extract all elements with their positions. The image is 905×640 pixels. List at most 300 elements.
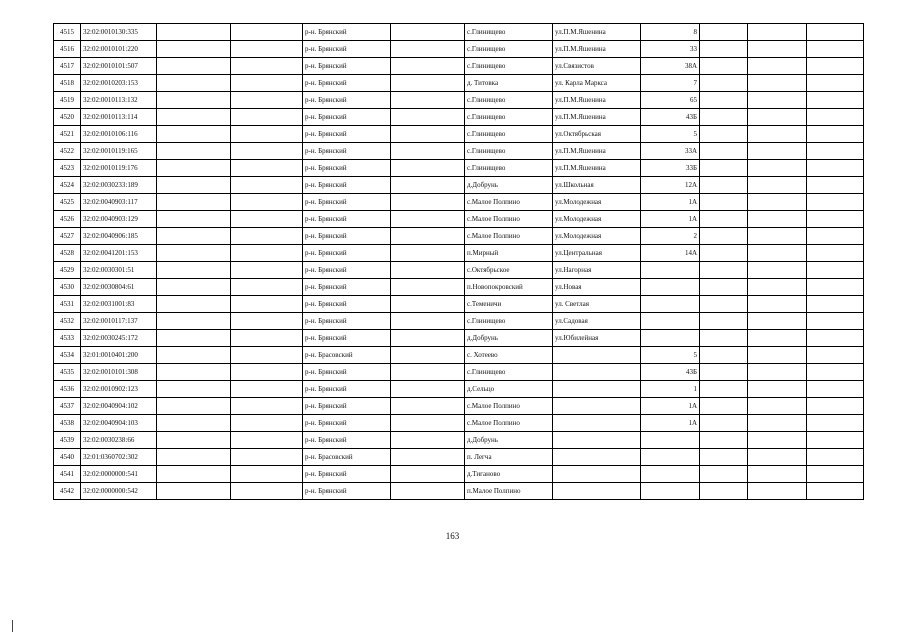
- empty-cell: [157, 296, 231, 313]
- cadastral-number: 32:02:0010117:137: [81, 313, 157, 330]
- empty-cell: [748, 228, 807, 245]
- empty-cell: [700, 75, 748, 92]
- empty-cell: [700, 41, 748, 58]
- street: [553, 398, 641, 415]
- empty-cell: [157, 449, 231, 466]
- row-number: 4534: [54, 347, 81, 364]
- empty-cell: [157, 381, 231, 398]
- street: ул.Октябрьская: [553, 126, 641, 143]
- empty-cell: [807, 364, 864, 381]
- row-number: 4525: [54, 194, 81, 211]
- house-number: 43Б: [641, 109, 700, 126]
- empty-cell: [700, 398, 748, 415]
- empty-cell: [157, 330, 231, 347]
- empty-cell: [157, 313, 231, 330]
- empty-cell: [700, 24, 748, 41]
- empty-cell: [231, 466, 303, 483]
- empty-cell: [231, 211, 303, 228]
- row-number: 4526: [54, 211, 81, 228]
- empty-cell: [700, 262, 748, 279]
- cadastral-number: 32:02:0031001:83: [81, 296, 157, 313]
- house-number: [641, 313, 700, 330]
- empty-cell: [231, 109, 303, 126]
- empty-cell: [700, 279, 748, 296]
- empty-cell: [157, 415, 231, 432]
- house-number: 38А: [641, 58, 700, 75]
- empty-cell: [157, 109, 231, 126]
- empty-cell: [231, 24, 303, 41]
- cadastral-number: 32:02:0030238:66: [81, 432, 157, 449]
- table-row: [54, 92, 864, 109]
- table-row: [54, 58, 864, 75]
- empty-cell: [391, 75, 465, 92]
- empty-cell: [807, 279, 864, 296]
- table-row: [54, 24, 864, 41]
- settlement: с. Хотеево: [465, 347, 553, 364]
- table-row: [54, 364, 864, 381]
- empty-cell: [748, 126, 807, 143]
- empty-cell: [807, 483, 864, 500]
- cadastral-number: 32:01:0010401:200: [81, 347, 157, 364]
- district: р-н. Брянский: [303, 364, 391, 381]
- table-row: [54, 415, 864, 432]
- empty-cell: [807, 381, 864, 398]
- empty-cell: [807, 313, 864, 330]
- empty-cell: [700, 245, 748, 262]
- cadastral-number: 32:02:0040903:129: [81, 211, 157, 228]
- cadastral-number: 32:01:0360702:302: [81, 449, 157, 466]
- district: р-н. Брянский: [303, 313, 391, 330]
- street: ул.П.М.Яшенина: [553, 109, 641, 126]
- empty-cell: [391, 415, 465, 432]
- row-number: 4522: [54, 143, 81, 160]
- house-number: 1А: [641, 415, 700, 432]
- settlement: д. Титовка: [465, 75, 553, 92]
- empty-cell: [231, 364, 303, 381]
- empty-cell: [391, 330, 465, 347]
- cadastral-number: 32:02:0030301:51: [81, 262, 157, 279]
- row-number: 4530: [54, 279, 81, 296]
- house-number: 43Б: [641, 364, 700, 381]
- district: р-н. Брасовский: [303, 347, 391, 364]
- empty-cell: [748, 296, 807, 313]
- street: ул.П.М.Яшенина: [553, 143, 641, 160]
- table-row: [54, 330, 864, 347]
- row-number: 4539: [54, 432, 81, 449]
- settlement: д.Добрунь: [465, 330, 553, 347]
- empty-cell: [391, 432, 465, 449]
- cadastral-number: 32:02:0010130:335: [81, 24, 157, 41]
- empty-cell: [391, 245, 465, 262]
- empty-cell: [391, 126, 465, 143]
- settlement: п.Новопокровский: [465, 279, 553, 296]
- empty-cell: [748, 262, 807, 279]
- street: ул.Молодежная: [553, 211, 641, 228]
- house-number: [641, 466, 700, 483]
- empty-cell: [157, 41, 231, 58]
- house-number: [641, 432, 700, 449]
- empty-cell: [391, 58, 465, 75]
- empty-cell: [807, 415, 864, 432]
- empty-cell: [700, 466, 748, 483]
- empty-cell: [231, 143, 303, 160]
- empty-cell: [157, 92, 231, 109]
- empty-cell: [700, 58, 748, 75]
- empty-cell: [391, 381, 465, 398]
- settlement: д.Добрунь: [465, 177, 553, 194]
- street: [553, 347, 641, 364]
- empty-cell: [391, 449, 465, 466]
- table-row: [54, 466, 864, 483]
- empty-cell: [391, 160, 465, 177]
- empty-cell: [391, 177, 465, 194]
- empty-cell: [391, 279, 465, 296]
- cadastral-number: 32:02:0041201:153: [81, 245, 157, 262]
- empty-cell: [748, 245, 807, 262]
- registry-body: [54, 24, 864, 500]
- row-number: 4523: [54, 160, 81, 177]
- empty-cell: [157, 143, 231, 160]
- settlement: с.Глинищево: [465, 126, 553, 143]
- district: р-н. Брянский: [303, 279, 391, 296]
- table-row: [54, 194, 864, 211]
- empty-cell: [391, 347, 465, 364]
- row-number: 4533: [54, 330, 81, 347]
- row-number: 4531: [54, 296, 81, 313]
- empty-cell: [748, 279, 807, 296]
- empty-cell: [700, 228, 748, 245]
- district: р-н. Брянский: [303, 24, 391, 41]
- house-number: 8: [641, 24, 700, 41]
- empty-cell: [748, 483, 807, 500]
- empty-cell: [807, 296, 864, 313]
- street: ул.Нагорная: [553, 262, 641, 279]
- empty-cell: [807, 75, 864, 92]
- empty-cell: [157, 177, 231, 194]
- house-number: [641, 296, 700, 313]
- district: р-н. Брянский: [303, 415, 391, 432]
- empty-cell: [700, 330, 748, 347]
- settlement: с.Малое Полпино: [465, 228, 553, 245]
- empty-cell: [391, 313, 465, 330]
- house-number: 1: [641, 381, 700, 398]
- settlement: с.Глинищево: [465, 58, 553, 75]
- empty-cell: [391, 483, 465, 500]
- row-number: 4532: [54, 313, 81, 330]
- district: р-н. Брянский: [303, 177, 391, 194]
- cadastral-number: 32:02:0030233:189: [81, 177, 157, 194]
- table-row: [54, 279, 864, 296]
- empty-cell: [391, 398, 465, 415]
- registry-table: [53, 23, 864, 500]
- empty-cell: [748, 160, 807, 177]
- empty-cell: [157, 347, 231, 364]
- empty-cell: [231, 381, 303, 398]
- table-row: [54, 228, 864, 245]
- empty-cell: [231, 432, 303, 449]
- empty-cell: [231, 330, 303, 347]
- table-row: [54, 211, 864, 228]
- empty-cell: [748, 466, 807, 483]
- street: ул.Молодежная: [553, 194, 641, 211]
- table-row: [54, 449, 864, 466]
- house-number: [641, 262, 700, 279]
- table-row: [54, 41, 864, 58]
- settlement: с.Глинищево: [465, 364, 553, 381]
- house-number: [641, 279, 700, 296]
- empty-cell: [807, 245, 864, 262]
- street: ул.Новая: [553, 279, 641, 296]
- table-row: [54, 432, 864, 449]
- empty-cell: [700, 381, 748, 398]
- district: р-н. Брянский: [303, 245, 391, 262]
- cadastral-number: 32:02:0040904:103: [81, 415, 157, 432]
- district: р-н. Брянский: [303, 92, 391, 109]
- street: ул.П.М.Яшенина: [553, 92, 641, 109]
- table-row: [54, 296, 864, 313]
- district: р-н. Брянский: [303, 160, 391, 177]
- empty-cell: [157, 398, 231, 415]
- empty-cell: [700, 296, 748, 313]
- row-number: 4535: [54, 364, 81, 381]
- district: р-н. Брянский: [303, 381, 391, 398]
- empty-cell: [231, 58, 303, 75]
- empty-cell: [700, 126, 748, 143]
- house-number: 12А: [641, 177, 700, 194]
- house-number: 7: [641, 75, 700, 92]
- empty-cell: [807, 432, 864, 449]
- settlement: с.Глинищево: [465, 313, 553, 330]
- street: [553, 415, 641, 432]
- district: р-н. Брянский: [303, 330, 391, 347]
- house-number: 33А: [641, 143, 700, 160]
- street: ул.Связистов: [553, 58, 641, 75]
- empty-cell: [700, 194, 748, 211]
- house-number: 1А: [641, 398, 700, 415]
- settlement: с.Октябрьское: [465, 262, 553, 279]
- empty-cell: [157, 262, 231, 279]
- empty-cell: [807, 262, 864, 279]
- cadastral-number: 32:02:0010203:153: [81, 75, 157, 92]
- empty-cell: [807, 347, 864, 364]
- empty-cell: [700, 415, 748, 432]
- empty-cell: [157, 211, 231, 228]
- house-number: 33Б: [641, 160, 700, 177]
- table-row: [54, 75, 864, 92]
- empty-cell: [807, 194, 864, 211]
- empty-cell: [231, 75, 303, 92]
- empty-cell: [700, 160, 748, 177]
- house-number: 65: [641, 92, 700, 109]
- house-number: [641, 483, 700, 500]
- empty-cell: [748, 381, 807, 398]
- street: ул.Молодежная: [553, 228, 641, 245]
- settlement: п. Легча: [465, 449, 553, 466]
- empty-cell: [748, 398, 807, 415]
- settlement: с.Малое Полпино: [465, 211, 553, 228]
- row-number: 4541: [54, 466, 81, 483]
- settlement: д.Сельцо: [465, 381, 553, 398]
- cadastral-number: 32:02:0030804:61: [81, 279, 157, 296]
- empty-cell: [748, 109, 807, 126]
- empty-cell: [391, 296, 465, 313]
- row-number: 4516: [54, 41, 81, 58]
- row-number: 4528: [54, 245, 81, 262]
- empty-cell: [231, 398, 303, 415]
- cadastral-number: 32:02:0010902:123: [81, 381, 157, 398]
- empty-cell: [700, 313, 748, 330]
- district: р-н. Брянский: [303, 432, 391, 449]
- row-number: 4537: [54, 398, 81, 415]
- cadastral-number: 32:02:0010101:308: [81, 364, 157, 381]
- house-number: 1А: [641, 211, 700, 228]
- cadastral-number: 32:02:0000000:541: [81, 466, 157, 483]
- empty-cell: [231, 483, 303, 500]
- empty-cell: [807, 143, 864, 160]
- table-row: [54, 381, 864, 398]
- table-row: [54, 143, 864, 160]
- settlement: д.Добрунь: [465, 432, 553, 449]
- empty-cell: [157, 194, 231, 211]
- settlement: с.Теменичи: [465, 296, 553, 313]
- table-row: [54, 398, 864, 415]
- street: ул.Школьная: [553, 177, 641, 194]
- empty-cell: [231, 126, 303, 143]
- cadastral-number: 32:02:0040906:185: [81, 228, 157, 245]
- street: [553, 432, 641, 449]
- cadastral-number: 32:02:0010106:116: [81, 126, 157, 143]
- empty-cell: [231, 279, 303, 296]
- empty-cell: [807, 330, 864, 347]
- empty-cell: [231, 228, 303, 245]
- cadastral-number: 32:02:0010113:114: [81, 109, 157, 126]
- empty-cell: [748, 364, 807, 381]
- empty-cell: [157, 126, 231, 143]
- empty-cell: [807, 24, 864, 41]
- house-number: [641, 449, 700, 466]
- settlement: с.Глинищево: [465, 143, 553, 160]
- table-row: [54, 262, 864, 279]
- empty-cell: [807, 228, 864, 245]
- empty-cell: [391, 143, 465, 160]
- empty-cell: [391, 194, 465, 211]
- table-row: [54, 313, 864, 330]
- row-number: 4519: [54, 92, 81, 109]
- house-number: 14А: [641, 245, 700, 262]
- row-number: 4524: [54, 177, 81, 194]
- district: р-н. Брасовский: [303, 449, 391, 466]
- empty-cell: [231, 160, 303, 177]
- settlement: с.Малое Полпино: [465, 398, 553, 415]
- district: р-н. Брянский: [303, 296, 391, 313]
- row-number: 4527: [54, 228, 81, 245]
- empty-cell: [231, 347, 303, 364]
- empty-cell: [700, 92, 748, 109]
- empty-cell: [700, 211, 748, 228]
- row-number: 4517: [54, 58, 81, 75]
- settlement: с.Глинищево: [465, 160, 553, 177]
- row-number: 4521: [54, 126, 81, 143]
- empty-cell: [700, 449, 748, 466]
- empty-cell: [157, 432, 231, 449]
- empty-cell: [391, 109, 465, 126]
- street: ул. Светлая: [553, 296, 641, 313]
- empty-cell: [231, 296, 303, 313]
- empty-cell: [700, 143, 748, 160]
- empty-cell: [231, 41, 303, 58]
- empty-cell: [391, 262, 465, 279]
- district: р-н. Брянский: [303, 109, 391, 126]
- table-row: [54, 347, 864, 364]
- empty-cell: [807, 398, 864, 415]
- empty-cell: [748, 177, 807, 194]
- empty-cell: [748, 75, 807, 92]
- empty-cell: [700, 483, 748, 500]
- settlement: с.Глинищево: [465, 92, 553, 109]
- table-row: [54, 126, 864, 143]
- empty-cell: [700, 432, 748, 449]
- settlement: с.Малое Полпино: [465, 415, 553, 432]
- cadastral-number: 32:02:0010119:176: [81, 160, 157, 177]
- row-number: 4542: [54, 483, 81, 500]
- row-number: 4540: [54, 449, 81, 466]
- empty-cell: [157, 75, 231, 92]
- district: р-н. Брянский: [303, 483, 391, 500]
- empty-cell: [391, 364, 465, 381]
- empty-cell: [157, 279, 231, 296]
- street: [553, 449, 641, 466]
- empty-cell: [391, 24, 465, 41]
- district: р-н. Брянский: [303, 126, 391, 143]
- cadastral-number: 32:02:0010101:220: [81, 41, 157, 58]
- settlement: с.Глинищево: [465, 109, 553, 126]
- district: р-н. Брянский: [303, 398, 391, 415]
- empty-cell: [700, 364, 748, 381]
- empty-cell: [748, 211, 807, 228]
- district: р-н. Брянский: [303, 228, 391, 245]
- district: р-н. Брянский: [303, 75, 391, 92]
- row-number: 4538: [54, 415, 81, 432]
- cadastral-number: 32:02:0000000:542: [81, 483, 157, 500]
- empty-cell: [748, 41, 807, 58]
- street: [553, 466, 641, 483]
- street: ул.Садовая: [553, 313, 641, 330]
- cadastral-number: 32:02:0030245:172: [81, 330, 157, 347]
- district: р-н. Брянский: [303, 466, 391, 483]
- empty-cell: [157, 483, 231, 500]
- settlement: п.Малое Полпино: [465, 483, 553, 500]
- row-number: 4529: [54, 262, 81, 279]
- street: ул.Юбилейная: [553, 330, 641, 347]
- empty-cell: [157, 364, 231, 381]
- settlement: с.Малое Полпино: [465, 194, 553, 211]
- empty-cell: [700, 347, 748, 364]
- empty-cell: [748, 58, 807, 75]
- street: ул.П.М.Яшенина: [553, 160, 641, 177]
- empty-cell: [231, 313, 303, 330]
- cadastral-number: 32:02:0010113:132: [81, 92, 157, 109]
- empty-cell: [807, 58, 864, 75]
- empty-cell: [807, 449, 864, 466]
- house-number: 5: [641, 347, 700, 364]
- empty-cell: [807, 160, 864, 177]
- table-row: [54, 245, 864, 262]
- settlement: д.Тиганово: [465, 466, 553, 483]
- empty-cell: [231, 415, 303, 432]
- empty-cell: [231, 262, 303, 279]
- street: [553, 483, 641, 500]
- empty-cell: [700, 109, 748, 126]
